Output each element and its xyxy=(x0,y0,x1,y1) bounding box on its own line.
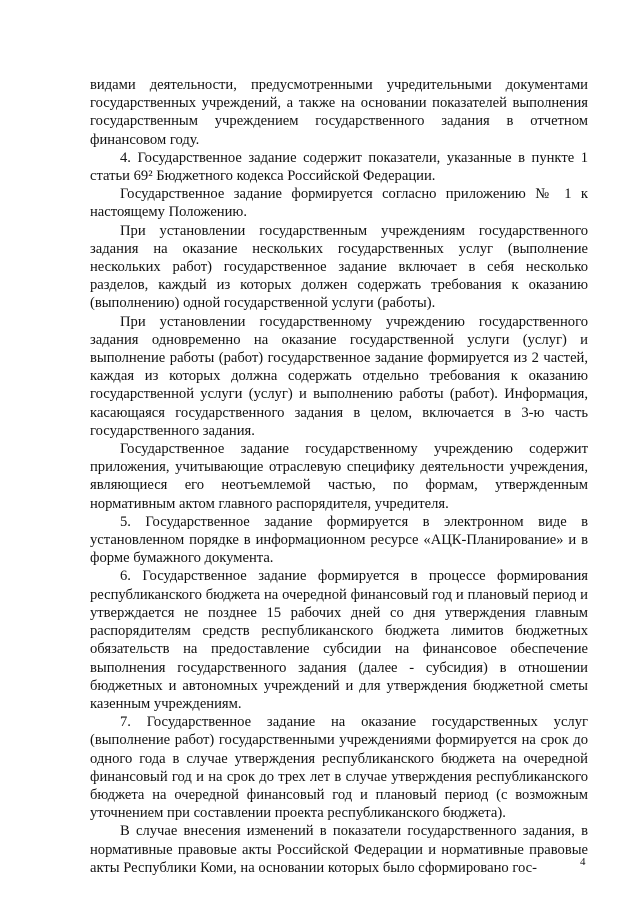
paragraph-multiple-services: При установлении государственным учреждениям государственного задания на оказание нескольких государственных услуг (выполнение нескольких работ) государственное задание включает в себя несколько разделов, каждый из которых должен содержать требования к оказанию (выполнению) одной государственной услуги (работы). xyxy=(90,222,588,312)
paragraph-item-7: 7. Государственное задание на оказание государственных услуг (выполнение работ) государственными учреждениями формируется на срок до одного года в случае утверждения республиканского бюджета на очередной финансовый год и на срок до трех лет в случае утверждения республиканского бюджета на очередной финансовый год и плановый период (с возможным уточнением при составлении проекта республиканского бюджета). xyxy=(90,714,588,822)
paragraph-continuation: видами деятельности, предусмотренными учредительными документами государственных учреждений, а также на основании показателей выполнения государственным учреждением государственного задания в отчетном финансовом году. xyxy=(90,77,588,148)
paragraph-item-6: 6. Государственное задание формируется в процессе формирования республиканского бюджета на очередной финансовый год и плановый период и утверждается не позднее 15 рабочих дней со дня утверждения главным распорядителям средств республиканского бюджета лимитов бюджетных обязательств на предоставление субсидии на финансовое обеспечение выполнения государственного задания (далее - субсидия) в отношении бюджетных и автономных учреждений и для утверждения бюджетной сметы казенным учреждениям. xyxy=(90,568,588,712)
paragraph-services-and-works: При установлении государственному учреждению государственного задания одновременно на оказание государственной услуги (услуг) и выполнение работы (работ) государственное задание формируется из 2 частей, каждая из которых должна содержать отдельно требования к оказанию государственной услуги (услуг) и выполнению работы (работ). Информация, касающаяся государственного задания в целом, включается в 3-ю часть государственного задания. xyxy=(90,313,588,439)
paragraph-appendix-reference: Государственное задание формируется согласно приложению № 1 к настоящему Положению. xyxy=(90,186,588,221)
paragraph-item-4: 4. Государственное задание содержит показатели, указанные в пункте 1 статьи 69² Бюджетного кодекса Российской Федерации. xyxy=(90,149,588,185)
paragraph-appendices: Государственное задание государственному учреждению содержит приложения, учитывающие отраслевую специфику деятельности учреждения, являющиеся его неотъемлемой частью, по формам, утвержденным нормативным актом главного распорядителя, учредителя. xyxy=(90,441,588,512)
document-body xyxy=(90,76,588,877)
page-number: 4 xyxy=(580,856,586,868)
paragraph-changes: В случае внесения изменений в показатели государственного задания, в нормативные правовые акты Российской Федерации и нормативные правовые акты Республики Коми, на основании которых было сформировано гос- xyxy=(90,823,588,876)
paragraph-item-5: 5. Государственное задание формируется в электронном виде в установленном порядке в информационном ресурсе «АЦК-Планирование» и в форме бумажного документа. xyxy=(90,513,588,567)
